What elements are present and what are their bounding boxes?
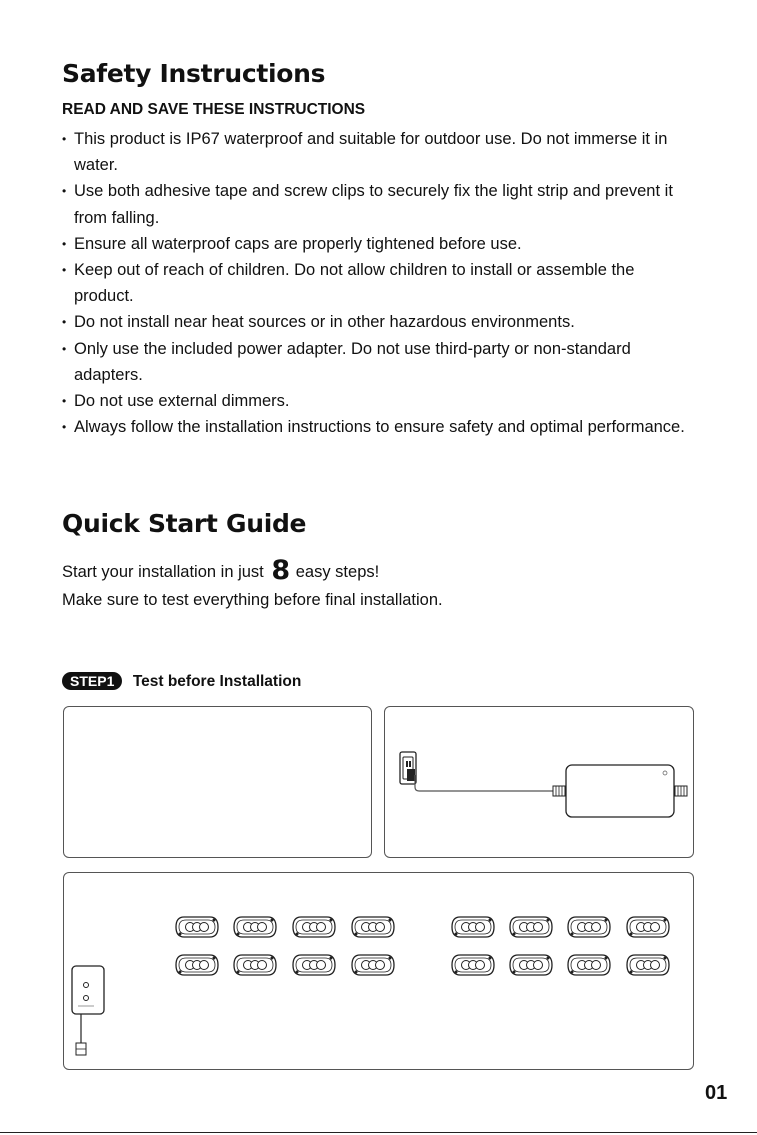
page-number: 01	[705, 1082, 728, 1104]
power-adapter-icon	[566, 765, 674, 817]
safety-item: • Do not use external dimmers.	[62, 388, 687, 414]
safety-item: • Do not install near heat sources or in other hazardous environments.	[62, 309, 687, 335]
safety-item: • Ensure all waterproof caps are properly tightened before use.	[62, 231, 687, 257]
safety-item: • Use both adhesive tape and screw clips to securely fix the light strip and prevent it from falling.	[62, 178, 687, 230]
step1-panel-lights	[63, 872, 694, 1070]
intro-line2: Make sure to test everything before final installation.	[62, 591, 443, 609]
safety-item: • Always follow the installation instructions to ensure safety and optimal performance.	[62, 414, 687, 440]
safety-item: • Only use the included power adapter. Do not use third-party or non-standard adapters.	[62, 336, 687, 388]
intro-suffix: easy steps!	[295, 563, 380, 581]
light-group-left	[176, 917, 394, 975]
safety-item: • This product is IP67 waterproof and suitable for outdoor use. Do not immerse it in water.	[62, 126, 687, 178]
step1-panel-empty	[63, 706, 372, 858]
intro-prefix: Start your installation in just	[62, 563, 264, 581]
safety-subtitle: READ AND SAVE THESE INSTRUCTIONS	[62, 101, 366, 118]
safety-list	[62, 126, 687, 440]
power-cable	[415, 775, 553, 791]
adapter-illustration	[385, 707, 693, 857]
quick-start-intro	[62, 555, 443, 614]
light-group-right	[452, 917, 669, 975]
safety-title: Safety Instructions	[62, 59, 326, 88]
bottom-rule	[0, 1132, 757, 1133]
quick-start-title: Quick Start Guide	[62, 509, 307, 538]
connector-right-icon	[675, 786, 687, 796]
step1-panel-adapter	[384, 706, 694, 858]
steps-count: 8	[271, 555, 291, 586]
connector-left-icon	[553, 786, 565, 796]
wall-outlet-icon	[400, 752, 416, 784]
safety-item: • Keep out of reach of children. Do not allow children to install or assemble the product.	[62, 257, 687, 309]
lights-illustration	[64, 873, 693, 1069]
controller-icon	[72, 966, 104, 1055]
step1-header	[62, 672, 301, 691]
step-title: Test before Installation	[132, 673, 302, 690]
step-badge: STEP1	[62, 672, 122, 690]
